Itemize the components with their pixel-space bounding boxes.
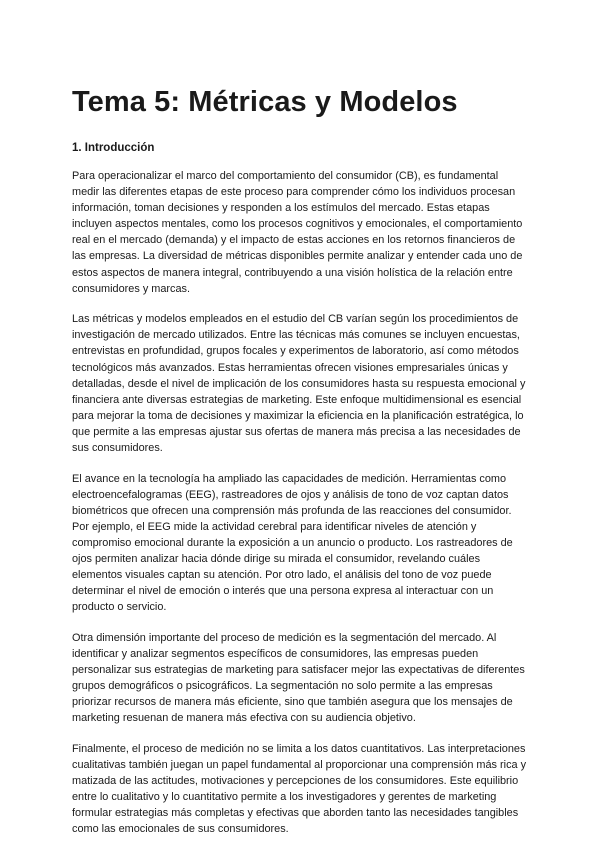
paragraph: Otra dimensión importante del proceso de medición es la segmentación del mercado. Al identificar y analizar segmentos específicos de consumidores, las empresas pueden personalizar sus estrategias de marketing para satisfacer mejor las expectativas de diferentes grupos demográficos o psicográficos. La segmentación no solo permite a las empresas priorizar recursos de manera más eficiente, sino que también asegura que los mensajes de marketing resuenan de manera más efectiva con su audiencia objetivo. — [72, 631, 525, 725]
paragraph: Para operacionalizar el marco del comportamiento del consumidor (CB), es fundamental medir las diferentes etapas de este proceso para comprender cómo los individuos procesan información, toman decisiones y responden a los estímulos del mercado. Estas etapas incluyen aspectos mentales, como los procesos cognitivos y emocionales, el comportamiento real en el mercado (demanda) y el impacto de estas acciones en los retornos financieros de las empresas. La diversidad de métricas disponibles permite analizar y entender cada uno de estos aspectos de manera integral, contribuyendo a una visión holística de la relación entre consumidores y marcas. — [72, 170, 523, 295]
section-heading: 1. Introducción — [72, 142, 155, 154]
paragraph: Finalmente, el proceso de medición no se limita a los datos cuantitativos. Las interpretaciones cualitativas también juegan un papel fundamental al proporcionar una comprensión más rica y matizada de las actitudes, motivaciones y percepciones de los consumidores. Este equilibrio entre lo cualitativo y lo cuantitativo permite a los investigadores y gerentes de marketing formular estrategias más completas y efectivas que aborden tanto las necesidades tangibles como las emocionales de sus consumidores. — [72, 743, 527, 836]
page-title: Tema 5: Métricas y Modelos — [72, 86, 458, 118]
document-page — [72, 82, 528, 852]
paragraph: El avance en la tecnología ha ampliado las capacidades de medición. Herramientas como electroencefalogramas (EEG), rastreadores de ojos y análisis de tono de voz captan datos biométricos que ofrecen una comprensión más profunda de las reacciones del consumidor. Por ejemplo, el EEG mide la actividad cerebral para identificar niveles de atención y compromiso emocional durante la exposición a un anuncio o producto. Los rastreadores de ojos permiten analizar hacia dónde dirige su mirada el consumidor, revelando cuáles elementos visuales captan su atención. Por otro lado, el análisis del tono de voz puede determinar el nivel de emoción o interés que una persona expresa al interactuar con un producto o servicio. — [72, 472, 513, 614]
paragraph: Las métricas y modelos empleados en el estudio del CB varían según los procedimientos de investigación de mercado utilizados. Entre las técnicas más comunes se incluyen encuestas, entrevistas en profundidad, grupos focales y experimentos de laboratorio, así como métodos tecnológicos más avanzados. Estas herramientas ofrecen visiones empresariales únicas y detalladas, desde el nivel de implicación de los consumidores hasta su respuesta emocional y financiera ante diversas estrategias de marketing. Este enfoque multidimensional es esencial para mejorar la toma de decisiones y maximizar la eficiencia en la planificación estratégica, lo que permite a las empresas ajustar sus ofertas de manera más precisa a las necesidades de sus consumidores. — [72, 313, 526, 454]
